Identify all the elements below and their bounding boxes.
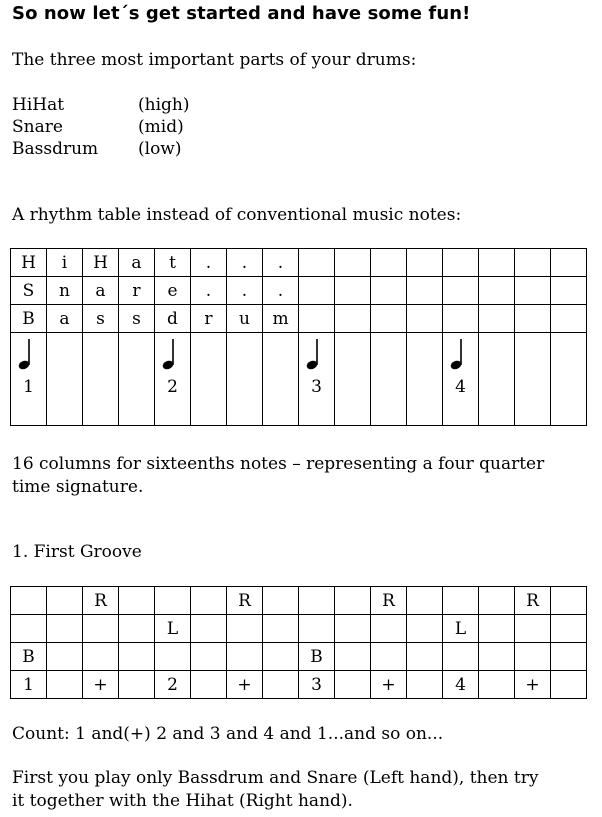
rhythm-table-cell: t: [155, 249, 191, 277]
rhythm-table-cell: e: [155, 277, 191, 305]
groove-table-cell: +: [83, 671, 119, 699]
groove-table-cell: [335, 587, 371, 615]
drum-parts-list: [12, 94, 189, 160]
groove-table-cell: B: [299, 643, 335, 671]
groove-table-cell: +: [515, 671, 551, 699]
rhythm-table-cell: a: [47, 305, 83, 333]
groove-table-cell: [83, 643, 119, 671]
quarter-note-icon: [157, 335, 189, 375]
drum-part-pitch: (mid): [138, 117, 184, 137]
groove-table-cell: +: [371, 671, 407, 699]
rhythm-table-cell: [155, 333, 191, 426]
rhythm-table-cell: [443, 249, 479, 277]
groove-table-cell: 4: [443, 671, 479, 699]
groove-table-cell: [119, 643, 155, 671]
closing-text-line-1: First you play only Bassdrum and Snare (Left hand), then try: [12, 768, 539, 788]
groove-table: [10, 586, 587, 699]
rhythm-table-cell: [443, 305, 479, 333]
groove-table-cell: 2: [155, 671, 191, 699]
rhythm-table-cell: [407, 333, 443, 426]
rhythm-table-cell: [11, 333, 47, 426]
rhythm-table-cell: n: [47, 277, 83, 305]
groove-table-cell: [263, 615, 299, 643]
groove-table-row: [11, 671, 587, 699]
rhythm-table-cell: [443, 277, 479, 305]
drum-part-name: Bassdrum: [12, 139, 99, 159]
rhythm-table-cell: .: [227, 249, 263, 277]
groove-table-cell: [407, 643, 443, 671]
groove-table-cell: [191, 615, 227, 643]
closing-text-line-2: it together with the Hihat (Right hand).: [12, 791, 353, 811]
rhythm-table-cell: i: [47, 249, 83, 277]
groove-table-cell: R: [371, 587, 407, 615]
rhythm-table-cell: [371, 249, 407, 277]
rhythm-table-cell: [335, 333, 371, 426]
beat-number: 3: [311, 377, 322, 397]
groove-table-cell: 3: [299, 671, 335, 699]
rhythm-table-cell: [83, 333, 119, 426]
rhythm-table-cell: H: [11, 249, 47, 277]
rhythm-table-cell: .: [191, 277, 227, 305]
groove-table-row: [11, 587, 587, 615]
groove-table-cell: [443, 587, 479, 615]
groove-table-cell: [551, 671, 587, 699]
groove-table-cell: [335, 643, 371, 671]
groove-table-cell: +: [227, 671, 263, 699]
groove-table-cell: [515, 643, 551, 671]
rhythm-table: [10, 248, 587, 426]
rhythm-table-cell: [515, 333, 551, 426]
groove-table-cell: [407, 587, 443, 615]
groove-table-cell: [83, 615, 119, 643]
rhythm-table-cell: r: [119, 277, 155, 305]
groove-table-cell: [371, 615, 407, 643]
groove-table-cell: B: [11, 643, 47, 671]
groove-table-cell: [263, 587, 299, 615]
drum-part-name: Snare: [12, 117, 63, 137]
rhythm-table-cell: [371, 277, 407, 305]
rhythm-table-cell: [551, 333, 587, 426]
groove-table-cell: [407, 671, 443, 699]
rhythm-table-cell: u: [227, 305, 263, 333]
groove-table-cell: [47, 643, 83, 671]
groove-table-cell: 1: [11, 671, 47, 699]
rhythm-table-cell: S: [11, 277, 47, 305]
drum-part-row: [12, 138, 189, 160]
rhythm-table-cell: [407, 277, 443, 305]
rhythm-table-cell: [47, 333, 83, 426]
groove-table-cell: [263, 643, 299, 671]
rhythm-table-cell: [263, 333, 299, 426]
drum-part-pitch: (low): [138, 139, 182, 159]
groove-table-cell: [227, 615, 263, 643]
drum-part-pitch: (high): [138, 95, 190, 115]
page-heading: So now let´s get started and have some fun!: [12, 3, 471, 24]
rhythm-table-cell: [335, 249, 371, 277]
groove-table-cell: [479, 671, 515, 699]
rhythm-table-cell: a: [119, 249, 155, 277]
groove-table-cell: [443, 643, 479, 671]
drum-part-row: [12, 94, 189, 116]
groove-table-cell: [515, 615, 551, 643]
rhythm-table-cell: d: [155, 305, 191, 333]
groove-table-cell: [11, 615, 47, 643]
rhythm-table-cell: m: [263, 305, 299, 333]
groove-table-cell: [263, 671, 299, 699]
groove-title: 1. First Groove: [12, 542, 142, 562]
intro-text: The three most important parts of your drums:: [12, 50, 417, 70]
rhythm-table-cell: [299, 277, 335, 305]
groove-table-cell: [299, 615, 335, 643]
rhythm-table-cell: [407, 249, 443, 277]
groove-table-cell: [335, 615, 371, 643]
groove-table-cell: [479, 587, 515, 615]
groove-table-cell: L: [155, 615, 191, 643]
groove-table-cell: [119, 615, 155, 643]
groove-table-cell: [11, 587, 47, 615]
groove-table-cell: R: [227, 587, 263, 615]
rhythm-table-cell: [335, 277, 371, 305]
groove-table-cell: [119, 587, 155, 615]
rhythm-table-cell: s: [119, 305, 155, 333]
rhythm-table-cell: [191, 333, 227, 426]
rhythm-table-intro: A rhythm table instead of conventional music notes:: [12, 205, 462, 225]
rhythm-table-cell: .: [191, 249, 227, 277]
rhythm-table-cell: [479, 277, 515, 305]
rhythm-table-cell: [407, 305, 443, 333]
columns-text-line-1: 16 columns for sixteenths notes – representing a four quarter: [12, 454, 545, 474]
rhythm-table-cell: [551, 249, 587, 277]
rhythm-table-row: [11, 277, 587, 305]
groove-table-cell: [479, 615, 515, 643]
quarter-note-icon: [445, 335, 477, 375]
drum-part-name: HiHat: [12, 95, 65, 115]
rhythm-table-cell: .: [263, 277, 299, 305]
rhythm-table-cell: B: [11, 305, 47, 333]
groove-table-cell: [299, 587, 335, 615]
rhythm-table-cell: .: [227, 277, 263, 305]
groove-table-cell: [47, 587, 83, 615]
rhythm-table-notes-row: [11, 333, 587, 426]
quarter-note-icon: [13, 335, 45, 375]
groove-table-cell: [551, 587, 587, 615]
rhythm-table-row: [11, 249, 587, 277]
groove-table-cell: [47, 671, 83, 699]
beat-number: 2: [167, 377, 178, 397]
rhythm-table-cell: s: [83, 305, 119, 333]
groove-table-cell: L: [443, 615, 479, 643]
rhythm-table-cell: [119, 333, 155, 426]
rhythm-table-cell: [371, 305, 407, 333]
rhythm-table-cell: [551, 305, 587, 333]
drum-part-row: [12, 116, 189, 138]
rhythm-table-cell: [479, 333, 515, 426]
rhythm-table-cell: [299, 333, 335, 426]
groove-table-cell: R: [83, 587, 119, 615]
groove-table-cell: [47, 615, 83, 643]
groove-table-cell: [155, 587, 191, 615]
groove-table-row: [11, 643, 587, 671]
rhythm-table-cell: [479, 305, 515, 333]
beat-number: 4: [455, 377, 466, 397]
rhythm-table-cell: a: [83, 277, 119, 305]
groove-table-cell: [551, 643, 587, 671]
rhythm-table-cell: [299, 305, 335, 333]
groove-table-cell: [551, 615, 587, 643]
rhythm-table-cell: [227, 333, 263, 426]
rhythm-table-cell: [443, 333, 479, 426]
groove-table-cell: [191, 643, 227, 671]
groove-table-cell: [371, 643, 407, 671]
count-text: Count: 1 and(+) 2 and 3 and 4 and 1...and so on...: [12, 724, 444, 744]
groove-table-cell: [335, 671, 371, 699]
groove-table-row: [11, 615, 587, 643]
groove-table-cell: [479, 643, 515, 671]
columns-text-line-2: time signature.: [12, 477, 144, 497]
rhythm-table-cell: [299, 249, 335, 277]
quarter-note-icon: [301, 335, 333, 375]
beat-number: 1: [23, 377, 34, 397]
rhythm-table-cell: [515, 277, 551, 305]
rhythm-table-cell: r: [191, 305, 227, 333]
groove-table-cell: [191, 587, 227, 615]
groove-table-cell: [407, 615, 443, 643]
rhythm-table-cell: H: [83, 249, 119, 277]
groove-table-cell: [155, 643, 191, 671]
rhythm-table-cell: [371, 333, 407, 426]
groove-table-cell: R: [515, 587, 551, 615]
groove-table-cell: [227, 643, 263, 671]
rhythm-table-cell: [551, 277, 587, 305]
rhythm-table-cell: [515, 249, 551, 277]
rhythm-table-cell: .: [263, 249, 299, 277]
rhythm-table-cell: [479, 249, 515, 277]
groove-table-cell: [191, 671, 227, 699]
groove-table-cell: [119, 671, 155, 699]
rhythm-table-cell: [335, 305, 371, 333]
rhythm-table-cell: [515, 305, 551, 333]
rhythm-table-row: [11, 305, 587, 333]
